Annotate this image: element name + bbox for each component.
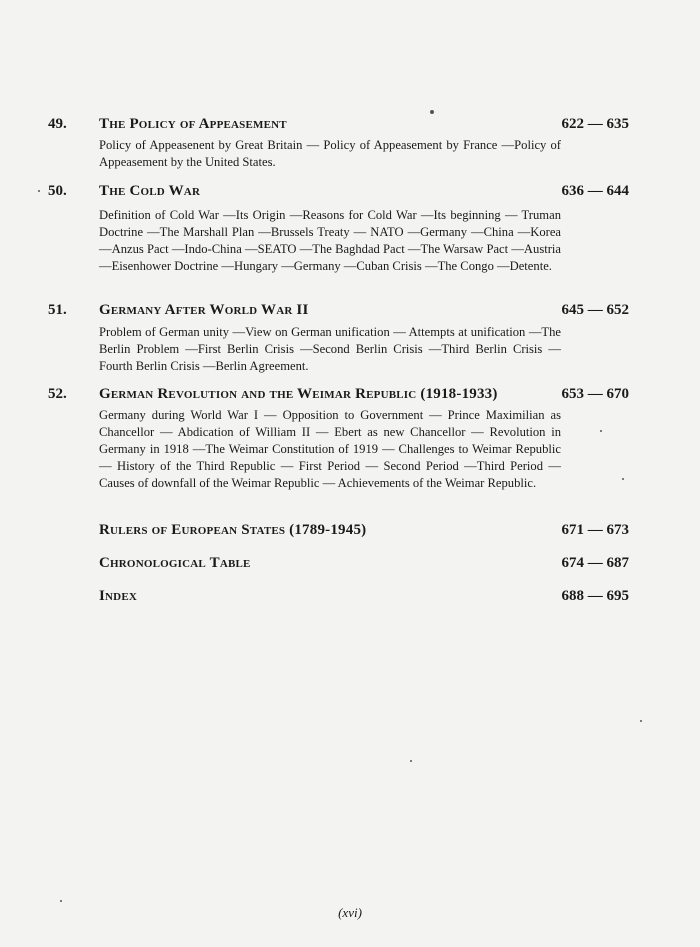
scan-speck bbox=[38, 190, 40, 192]
appendix-title: Index bbox=[99, 588, 138, 604]
scan-speck bbox=[430, 110, 434, 114]
chapter-number: 51. bbox=[48, 302, 67, 318]
chapter-number: 49. bbox=[48, 116, 67, 132]
chapter-number: 50. bbox=[48, 183, 67, 199]
appendix-title: Rulers of European States (1789-1945) bbox=[99, 522, 367, 538]
scan-speck bbox=[640, 720, 642, 722]
page-range: 671 — 673 bbox=[561, 522, 629, 538]
chapter-number: 52. bbox=[48, 386, 67, 402]
chapter-description: Germany during World War I — Opposition to Government — Prince Maximilian as Chancellor — Abdication of William II — Ebert as new Chancellor — Revolution in Germany in 1918 —The Weimar Constitution of 1919 — Challenges to Weimar Republic — History of the Third Republic — First Period — Second Period —Third Period —Causes of downfall of the Weimar Republic — Achievements of the Weimar Republic. bbox=[99, 408, 561, 490]
page-range: 653 — 670 bbox=[561, 386, 629, 402]
page-range: 622 — 635 bbox=[561, 116, 629, 132]
page-folio: (xvi) bbox=[338, 905, 362, 920]
scan-speck bbox=[60, 900, 62, 902]
scan-speck bbox=[622, 478, 624, 480]
chapter-title: German Revolution and the Weimar Republic (1918-1933) bbox=[99, 386, 498, 402]
appendix-title: Chronological Table bbox=[99, 555, 251, 571]
scan-speck bbox=[410, 760, 412, 762]
page-range: 674 — 687 bbox=[561, 555, 629, 571]
chapter-description: Definition of Cold War —Its Origin —Reasons for Cold War —Its beginning — Truman Doctrine —The Marshall Plan —Brussels Treaty — NATO —Germany —China —Korea —Anzus Pact —Indo-China —SEATO —The Baghdad Pact —The Warsaw Pact —Austria —Eisenhower Doctrine —Hungary —Germany —Cuban Crisis —The Congo —Detente. bbox=[99, 208, 561, 273]
page-range: 688 — 695 bbox=[561, 588, 629, 604]
chapter-title: The Cold War bbox=[99, 183, 201, 199]
scan-speck bbox=[600, 430, 602, 432]
chapter-description: Policy of Appeasenent by Great Britain — Policy of Appeasement by France —Policy of Appeasement by the United States. bbox=[99, 138, 561, 169]
chapter-title: The Policy of Appeasement bbox=[99, 116, 287, 132]
page-range: 636 — 644 bbox=[561, 183, 629, 199]
chapter-title: Germany After World War II bbox=[99, 302, 309, 318]
page-range: 645 — 652 bbox=[561, 302, 629, 318]
chapter-description: Problem of German unity —View on German unification — Attempts at unification —The Berlin Problem —First Berlin Crisis —Second Berlin Crisis —Third Berlin Crisis —Fourth Berlin Crisis —Berlin Agreement. bbox=[99, 325, 561, 373]
